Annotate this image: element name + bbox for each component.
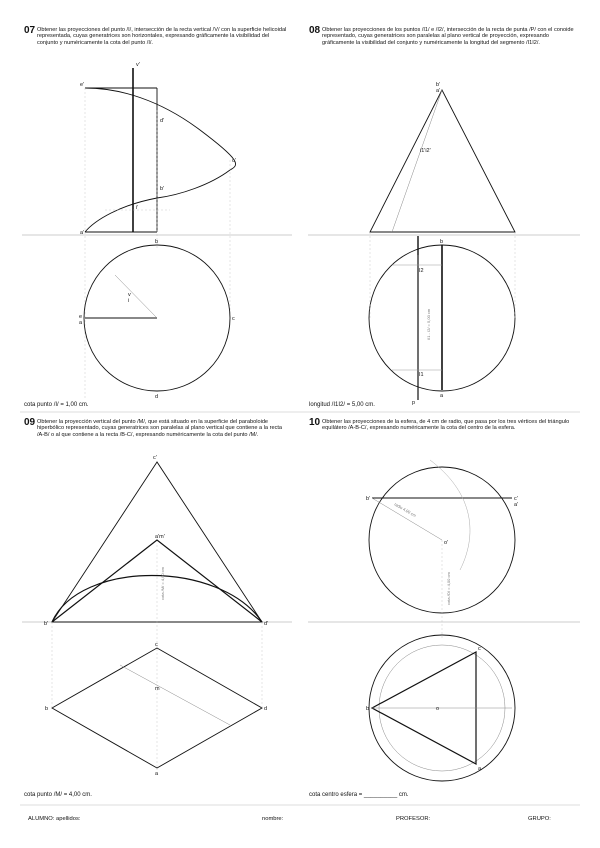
svg-text:v: v [128, 292, 131, 298]
answer-09: cota punto /M/ = 4,00 cm. [24, 792, 92, 798]
svg-text:c': c' [153, 455, 157, 461]
svg-text:a': a' [80, 230, 85, 236]
exercise-statement-10: Obtener las proyecciones de la esfera, de 4 cm de radio, que pasa por los tres vértices del triángulo equilátero /A-B-C/, expresando numéricamente la cota del centro de la esfera. [322, 419, 570, 432]
exercise-number-07: 07 [24, 25, 36, 36]
drawing-07 [79, 62, 236, 400]
footer-nombre: nombre: [262, 816, 284, 822]
svg-text:b': b' [160, 186, 165, 192]
exercise-statement-08: Obtener las proyecciones de los puntos /I1/ e /I2/, intersección de la recta de punta /P/ con el conoide representado, cuyas generatrices son paralelas al plano vertical de proyección, expresando gráficamente la visibilidad del conjunto y numéricamente la longitud del segmento /I1I2/. [322, 27, 574, 46]
svg-text:p: p [412, 400, 416, 406]
cone-vertical-08 [370, 90, 515, 232]
svg-text:c: c [478, 646, 481, 652]
svg-text:i: i [128, 298, 130, 304]
svg-text:d: d [264, 706, 268, 712]
svg-text:cota /M/ = 4,00 cm: cota /M/ = 4,00 cm [160, 566, 165, 600]
svg-text:a: a [79, 320, 83, 326]
svg-text:b': b' [366, 496, 371, 502]
svg-text:m: m [155, 686, 160, 692]
svg-text:c': c' [232, 158, 236, 164]
drawing-09 [44, 455, 268, 777]
drawing-08 [369, 82, 515, 406]
svg-text:o: o [436, 706, 440, 712]
exercise-statement-09: Obtener la proyección vertical del punto /M/, que está situado en la superficie del paraboloide hiperbólico representado, cuyas generatrices son paralelas al plano vertical que contiene a la recta /A-B/ o al que contiene a la recta /B-C/, expresando numéricamente la cota del punto /M/. [37, 419, 283, 438]
svg-text:a'm': a'm' [155, 534, 165, 540]
svg-text:b': b' [436, 82, 441, 88]
svg-text:i': i' [136, 205, 139, 211]
svg-text:radio 4,00 cm: radio 4,00 cm [393, 501, 417, 518]
answer-08: longitud /I1I2/ = 5,00 cm. [309, 402, 375, 408]
svg-text:a': a' [436, 88, 441, 94]
svg-text:c: c [155, 642, 158, 648]
svg-text:e: e [79, 314, 83, 320]
svg-text:b: b [45, 706, 49, 712]
drawing-10 [366, 460, 518, 781]
exercise-statement-07: Obtener las proyecciones del punto /I/, intersección de la recta vertical /V/ con la superficie helicoidal representada, cuyas generatrices son horizontales, expresando gráficamente la visibilidad del conjunto y numéricamente la cota del punto /I/. [37, 27, 287, 46]
svg-text:c': c' [514, 496, 518, 502]
svg-text:d: d [155, 394, 159, 400]
svg-text:b': b' [44, 621, 49, 627]
footer-grupo: GRUPO: [528, 816, 551, 822]
footer-apellidos: apellidos: [56, 816, 81, 822]
footer-alumno: ALUMNO: [28, 816, 55, 822]
svg-text:i1'i2': i1'i2' [420, 148, 431, 154]
helix-curve-07 [85, 88, 236, 232]
footer-profesor: PROFESOR: [396, 816, 431, 822]
svg-text:o': o' [444, 540, 449, 546]
svg-text:/I1 - I2/ = 5,00 cm: /I1 - I2/ = 5,00 cm [426, 308, 431, 340]
svg-text:I2: I2 [419, 268, 424, 274]
svg-text:a': a' [514, 502, 519, 508]
svg-text:d': d' [264, 621, 269, 627]
exercise-number-09: 09 [24, 417, 36, 428]
svg-text:e': e' [80, 82, 85, 88]
svg-text:b: b [440, 239, 444, 245]
svg-text:a: a [440, 393, 444, 399]
exercise-number-08: 08 [309, 25, 321, 36]
svg-text:cota /O/ = 4,00 cm: cota /O/ = 4,00 cm [446, 572, 451, 605]
svg-text:a: a [155, 771, 159, 777]
svg-text:a: a [478, 766, 482, 772]
exercise-number-10: 10 [309, 417, 321, 428]
svg-text:d': d' [160, 118, 165, 124]
svg-text:v': v' [136, 62, 140, 68]
svg-text:b: b [155, 239, 159, 245]
answer-10: cota centro esfera = __________ cm. [309, 792, 409, 798]
svg-text:I1: I1 [419, 372, 424, 378]
answer-07: cota punto /I/ = 1,00 cm. [24, 402, 89, 408]
svg-text:b: b [366, 706, 370, 712]
svg-text:c: c [232, 316, 235, 322]
